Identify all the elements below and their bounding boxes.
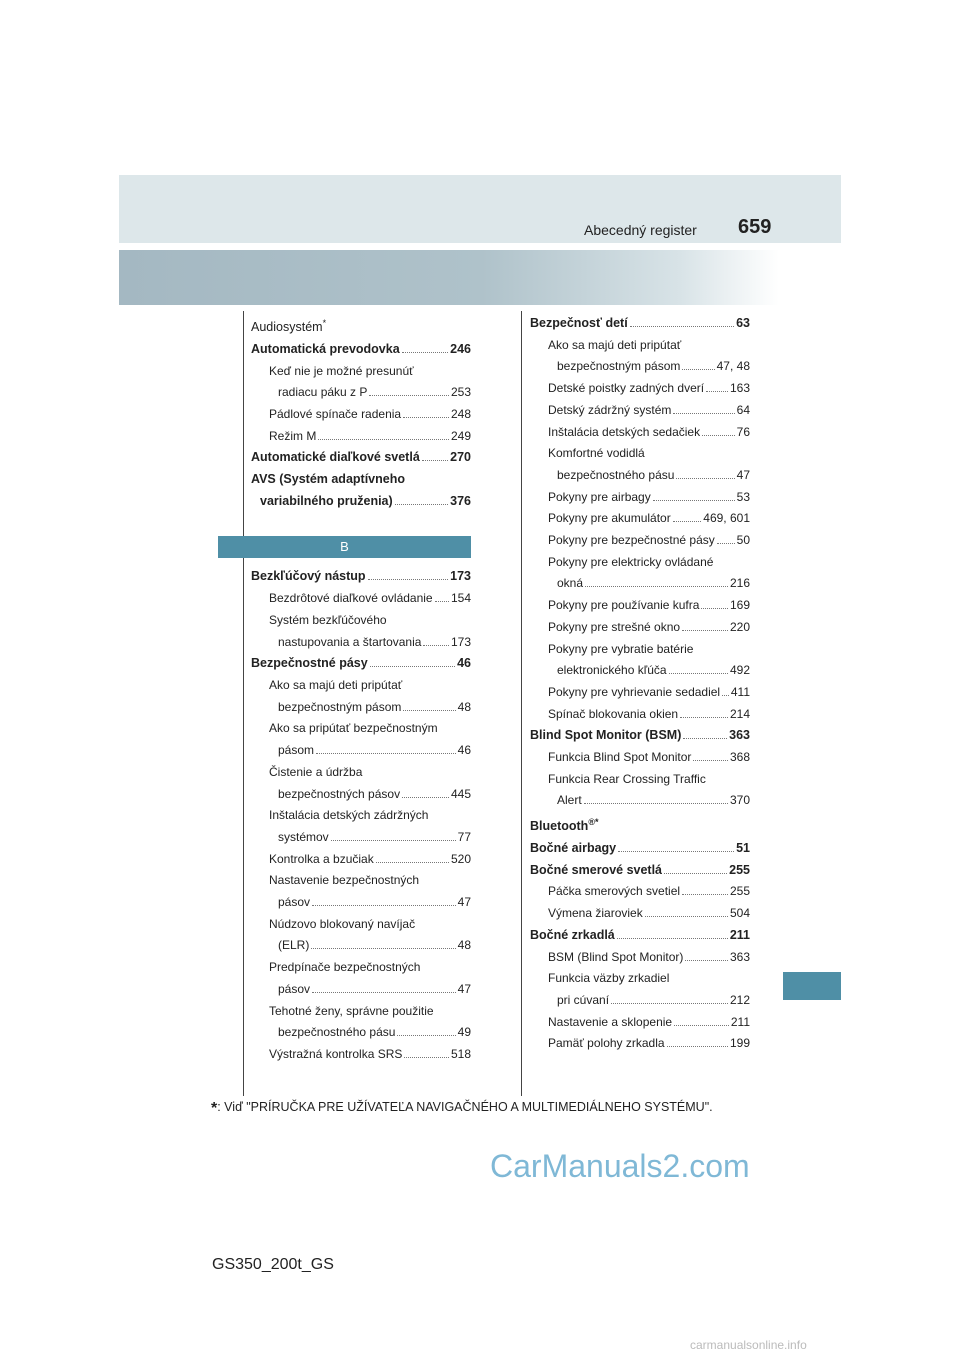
index-subentry[interactable]: BSM (Blind Spot Monitor) 363	[548, 949, 750, 964]
footnote: *: Viď "PRÍRUČKA PRE UŽÍVATEĽA NAVIGAČNÉHO A MULTIMEDIÁLNEHO SYSTÉMU".	[211, 1100, 713, 1117]
index-subentry: Ako sa pripútať bezpečnostným	[269, 721, 438, 736]
index-entry-child-safety[interactable]: Bezpečnosť detí 63	[530, 316, 750, 330]
index-subentry[interactable]: Pokyny pre strešné okno 220	[548, 619, 750, 634]
index-subentry[interactable]: Výstražná kontrolka SRS 518	[269, 1046, 471, 1061]
watermark-logo: CarManuals2.com	[490, 1148, 750, 1184]
index-column-left	[251, 313, 471, 1066]
index-entry-keyless[interactable]: Bezkľúčový nástup 173	[251, 569, 471, 584]
index-subentry: Predpínače bezpečnostných	[269, 960, 421, 975]
index-subentry[interactable]: Režim M 249	[269, 428, 471, 443]
index-subentry[interactable]: elektronického kľúča 492	[557, 663, 750, 678]
index-subentry: Ako sa majú deti pripútať	[548, 337, 682, 352]
index-entry-blind-spot-monitor[interactable]: Blind Spot Monitor (BSM) 363	[530, 728, 750, 743]
index-subentry: Tehotné ženy, správne použitie	[269, 1003, 434, 1018]
index-subentry: Keď nie je možné presunúť	[269, 363, 414, 378]
index-column-right	[530, 313, 750, 1055]
index-subentry: Inštalácia detských zádržných	[269, 808, 429, 823]
index-entry-avs-continued[interactable]: variabilného pruženia) 376	[260, 493, 471, 508]
index-subentry[interactable]: bezpečnostného pásu 49	[278, 1025, 471, 1040]
index-subentry: Pokyny pre elektricky ovládané	[548, 554, 714, 569]
index-subentry[interactable]: Inštalácia detských sedačiek 76	[548, 424, 750, 439]
index-subentry[interactable]: Funkcia Blind Spot Monitor 368	[548, 750, 750, 765]
index-subentry[interactable]: Pokyny pre akumulátor 469, 601	[548, 511, 750, 526]
index-subentry: Systém bezkľúčového	[269, 612, 387, 627]
index-subentry[interactable]: Pokyny pre vyhrievanie sedadiel 411	[548, 684, 750, 699]
column-divider-left	[243, 311, 244, 1096]
header-background	[119, 175, 841, 243]
index-subentry: Pokyny pre vybratie batérie	[548, 641, 694, 656]
index-subentry[interactable]: Výmena žiaroviek 504	[548, 906, 750, 921]
header-band	[119, 250, 779, 305]
index-subentry: Funkcia Rear Crossing Traffic	[548, 771, 706, 786]
index-subentry[interactable]: Pádlové spínače radenia 248	[269, 406, 471, 421]
index-entry-automatic-headlights[interactable]: Automatické diaľkové svetlá 270	[251, 450, 471, 465]
index-subentry[interactable]: bezpečnostným pásom 48	[278, 699, 471, 714]
index-subentry[interactable]: Páčka smerových svetiel 255	[548, 884, 750, 899]
index-subentry[interactable]: Detský zádržný systém 64	[548, 402, 750, 417]
index-entry-side-mirrors[interactable]: Bočné zrkadlá 211	[530, 927, 750, 942]
index-entry-automatic-transmission[interactable]: Automatická prevodovka 246	[251, 341, 471, 356]
index-subentry[interactable]: bezpečnostného pásu 47	[557, 467, 750, 482]
index-entry-side-turn-signals[interactable]: Bočné smerové svetlá 255	[530, 862, 750, 877]
index-subentry[interactable]: Pokyny pre airbagy 53	[548, 489, 750, 504]
index-subentry[interactable]: pásov 47	[278, 895, 471, 910]
index-subentry[interactable]: okná 216	[557, 576, 750, 591]
section-letter-b: B	[218, 536, 471, 558]
index-subentry[interactable]: pásov 47	[278, 981, 471, 996]
index-subentry[interactable]: Detské poistky zadných dverí 163	[548, 381, 750, 396]
index-entry-seat-belts[interactable]: Bezpečnostné pásy 46	[251, 656, 471, 671]
index-subentry: Čistenie a údržba	[269, 764, 363, 779]
index-subentry[interactable]: Spínač blokovania okien 214	[548, 706, 750, 721]
index-subentry[interactable]: Kontrolka a bzučiak 520	[269, 851, 471, 866]
index-subentry: Funkcia väzby zrkadiel	[548, 971, 670, 986]
index-subentry[interactable]: Alert 370	[557, 793, 750, 808]
index-subentry[interactable]: Pokyny pre bezpečnostné pásy 50	[548, 533, 750, 548]
page-number: 659	[738, 216, 772, 238]
index-subentry[interactable]: (ELR) 48	[278, 938, 471, 953]
index-subentry[interactable]: nastupovania a štartovania 173	[278, 634, 471, 649]
index-subentry: Komfortné vodidlá	[548, 446, 645, 461]
index-subentry[interactable]: pri cúvaní 212	[557, 992, 750, 1007]
header-title: Abecedný register	[584, 222, 697, 238]
model-code: GS350_200t_GS	[212, 1256, 334, 1273]
index-subentry: Nastavenie bezpečnostných	[269, 873, 420, 888]
index-subentry[interactable]: bezpečnostným pásom 47, 48	[557, 359, 750, 374]
source-watermark: carmanualsonline.info	[690, 1338, 807, 1352]
index-subentry[interactable]: bezpečnostných pásov 445	[278, 786, 471, 801]
index-entry-bluetooth[interactable]: Bluetooth®*	[530, 817, 599, 834]
section-side-tab	[783, 972, 841, 1000]
index-subentry[interactable]: Bezdrôtové diaľkové ovládanie 154	[269, 591, 471, 606]
index-subentry[interactable]: radiacu páku z P 253	[278, 385, 471, 400]
index-entry-side-airbags[interactable]: Bočné airbagy 51	[530, 841, 750, 856]
index-subentry[interactable]: Nastavenie a sklopenie 211	[548, 1014, 750, 1029]
index-subentry[interactable]: pásom 46	[278, 743, 471, 758]
index-entry-avs: AVS (Systém adaptívneho	[251, 472, 405, 487]
index-subentry: Núdzovo blokovaný navíjač	[269, 916, 416, 931]
index-subentry[interactable]: Pokyny pre používanie kufra 169	[548, 598, 750, 613]
index-entry-audio[interactable]: Audiosystém*	[251, 318, 327, 335]
column-divider-middle	[521, 311, 522, 1096]
index-subentry[interactable]: systémov 77	[278, 829, 471, 844]
index-subentry: Ako sa majú deti pripútať	[269, 678, 403, 692]
index-subentry[interactable]: Pamäť polohy zrkadla 199	[548, 1036, 750, 1051]
